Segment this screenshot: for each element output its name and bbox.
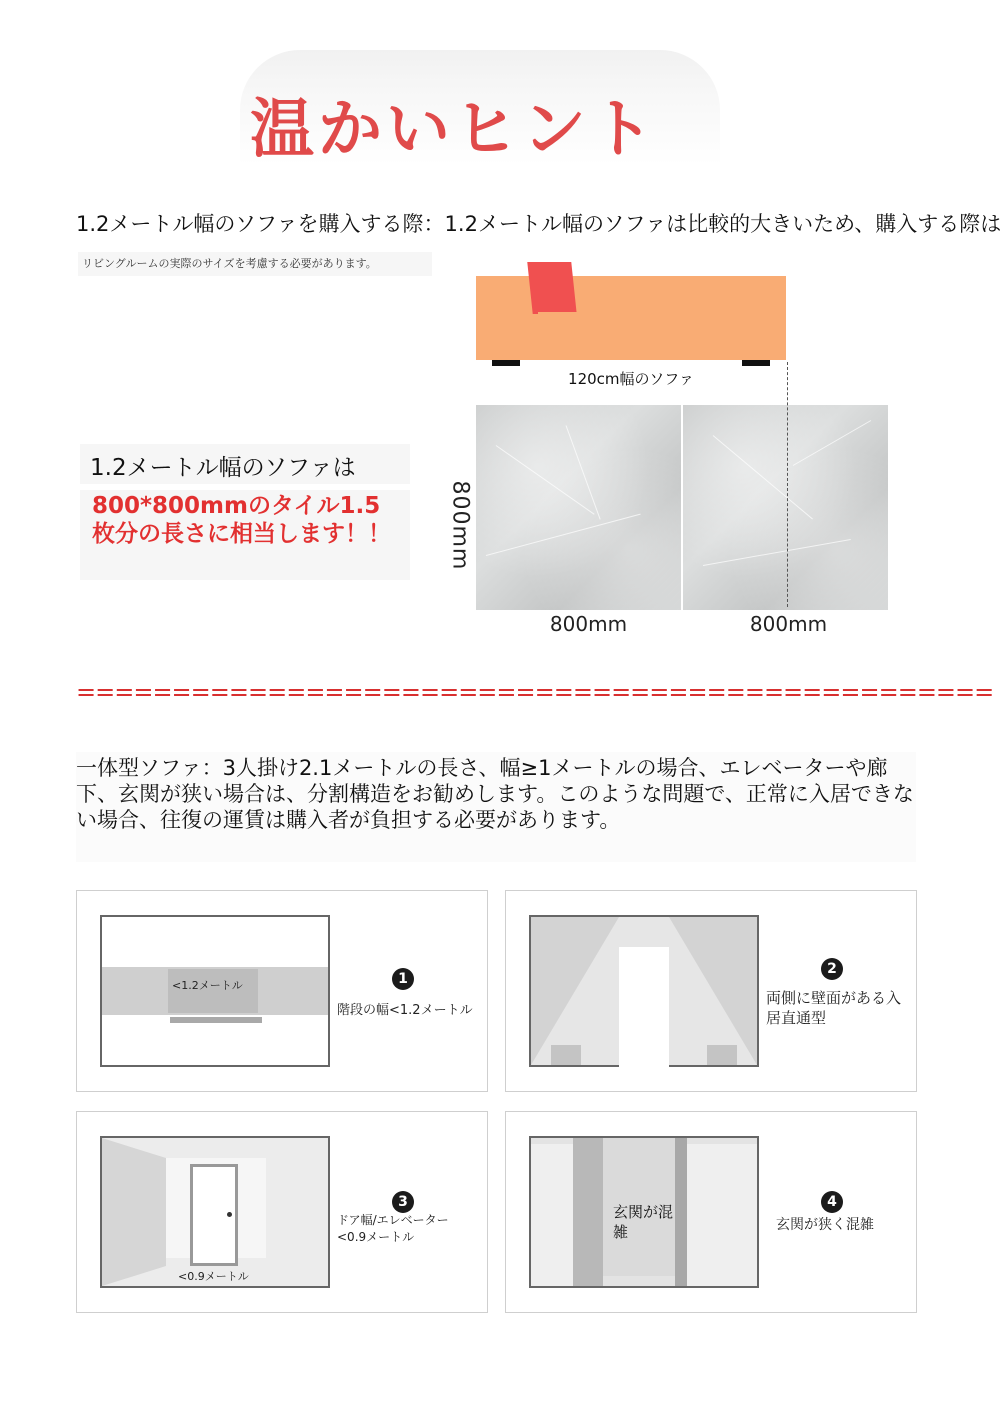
entrance-inner-label: 玄関が混雑 — [613, 1203, 674, 1241]
note-heading: 1.2メートル幅のソファは — [90, 455, 356, 481]
stairs-width-label: <1.2メートル — [172, 979, 243, 992]
sofa-cushion — [527, 262, 576, 314]
stairs-illustration — [100, 915, 330, 1067]
door-illustration — [100, 1136, 330, 1288]
sofa-end-guide-line — [787, 362, 788, 607]
number-badge-4: 4 — [821, 1191, 843, 1213]
card-door — [76, 1111, 488, 1313]
door-width-label: <0.9メートル — [178, 1270, 249, 1283]
number-badge-3: 3 — [392, 1191, 414, 1213]
sofa-seat — [538, 312, 786, 360]
number-badge-2: 2 — [821, 958, 843, 980]
caption-hallway: 両側に壁面がある入居直通型 — [766, 989, 902, 1027]
notice-paragraph: 一体型ソファ：3人掛け2.1メートルの長さ、幅≥1メートルの場合、エレベーターや廊下、玄関が狭い場合は、分割構造をお勧めします。このような問題で、正常に入居できない場合、往復の運賃は購入者が負担する必要があります。 — [76, 756, 914, 832]
tile-height-label: 800mm — [447, 480, 473, 571]
page-title: 温かいヒント — [250, 93, 658, 167]
caption-stairs: 階段の幅<1.2メートル — [337, 1003, 473, 1018]
sofa-leg-left — [492, 360, 520, 366]
tile-width-label-1: 800mm — [549, 612, 628, 636]
intro-heading: 1.2メートル幅のソファを購入する際：1.2メートル幅のソファは比較的大きいため、購入する際は — [76, 212, 1001, 236]
note-heading-box — [80, 444, 410, 484]
section-divider: ================================================ — [76, 678, 994, 706]
entrance-illustration — [529, 1136, 759, 1288]
marble-tile-left — [476, 405, 681, 610]
tile-width-label-2: 800mm — [749, 612, 828, 636]
card-entrance — [505, 1111, 917, 1313]
hallway-illustration — [529, 915, 759, 1067]
caption-entrance: 玄関が狭く混雑 — [776, 1217, 874, 1233]
note-highlight-box — [80, 490, 410, 580]
note-highlight: 800*800mmのタイル1.5枚分の長さに相当します！！ — [92, 493, 391, 547]
caption-door: ドア幅/エレベーター<0.9メートル — [337, 1213, 449, 1244]
sofa-leg-right — [742, 360, 770, 366]
marble-tile-right — [683, 405, 888, 610]
intro-subtext: リビングルームの実際のサイズを考慮する必要があります。 — [78, 252, 432, 276]
sofa-width-label: 120cm幅のソファ — [568, 370, 694, 388]
number-badge-1: 1 — [392, 968, 414, 990]
card-stairs — [76, 890, 488, 1092]
card-hallway — [505, 890, 917, 1092]
